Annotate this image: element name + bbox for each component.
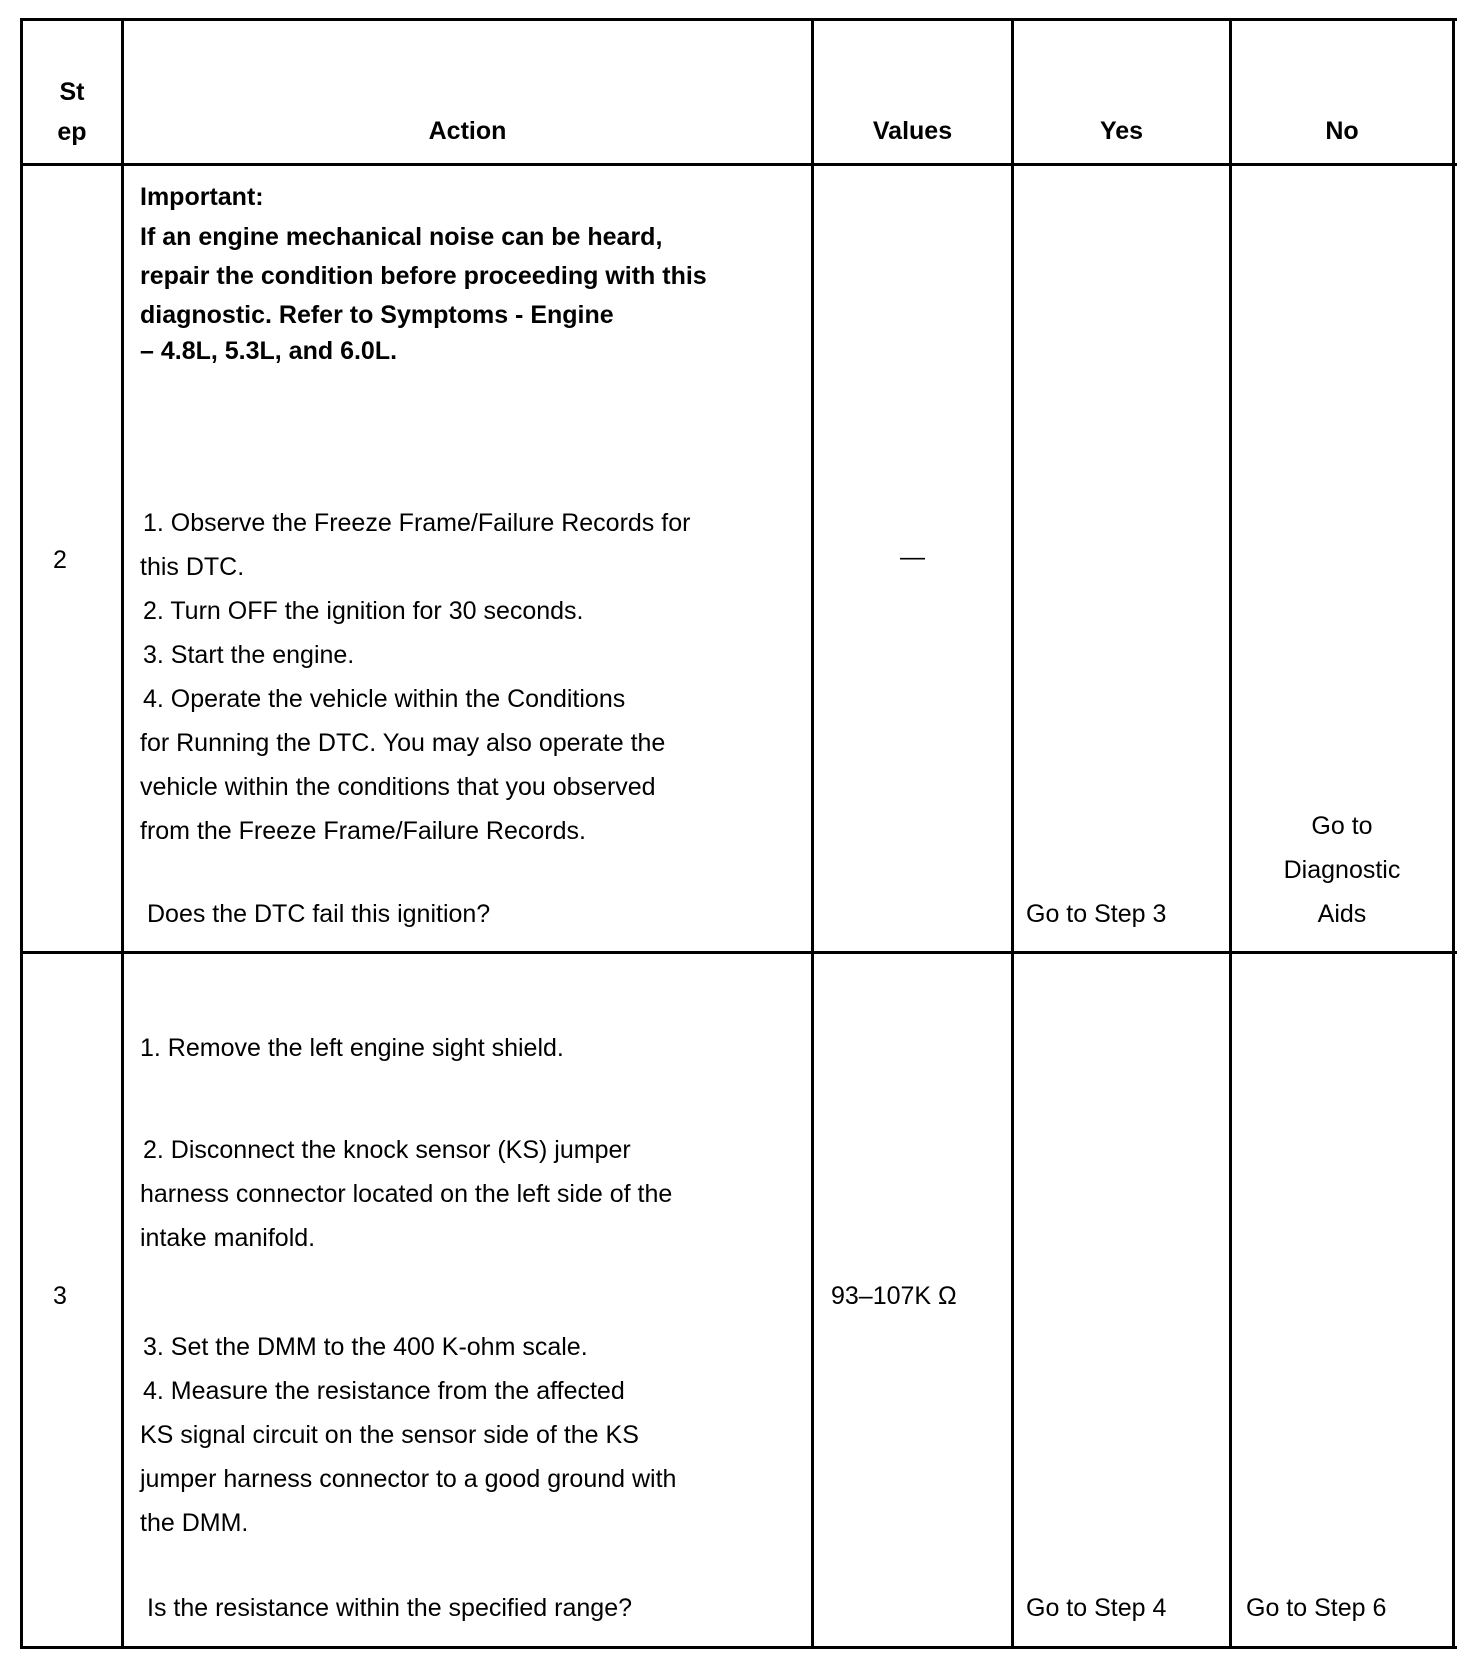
action-line: 2. Disconnect the knock sensor (KS) jumper <box>143 1136 631 1164</box>
yes-cell: Go to Step 3 <box>1026 900 1167 928</box>
header-action: Action <box>428 117 507 145</box>
action-line: 3. Start the engine. <box>143 641 355 669</box>
important-line: – 4.8L, 5.3L, and 6.0L. <box>140 337 398 365</box>
yes-cell: Go to Step 4 <box>1026 1594 1167 1622</box>
divider-action-values <box>811 18 814 1649</box>
border-left <box>20 18 23 1649</box>
important-line: repair the condition before proceeding with this <box>140 262 707 290</box>
action-line: harness connector located on the left side of the <box>140 1180 673 1208</box>
action-line: 1. Remove the left engine sight shield. <box>140 1034 564 1062</box>
values-cell: 93–107K Ω <box>831 1282 957 1310</box>
action-line: intake manifold. <box>140 1224 316 1252</box>
question: Is the resistance within the specified range? <box>147 1594 632 1622</box>
divider-values-yes <box>1011 18 1014 1649</box>
header-step-line2: ep <box>57 118 87 146</box>
action-line: 4. Measure the resistance from the affected <box>143 1377 625 1405</box>
action-line: from the Freeze Frame/Failure Records. <box>140 817 586 845</box>
action-line: jumper harness connector to a good ground with <box>140 1465 677 1493</box>
no-cell: Go to Step 6 <box>1246 1594 1387 1622</box>
action-line: 3. Set the DMM to the 400 K-ohm scale. <box>143 1333 588 1361</box>
no-cell-line: Aids <box>1317 900 1367 928</box>
action-line: 4. Operate the vehicle within the Conditions <box>143 685 626 713</box>
action-line: 1. Observe the Freeze Frame/Failure Records for <box>143 509 691 537</box>
header-no: No <box>1325 117 1359 145</box>
header-values: Values <box>872 117 953 145</box>
important-line: If an engine mechanical noise can be heard, <box>140 223 663 251</box>
border-right <box>1452 18 1455 1649</box>
border-bottom <box>20 1646 1457 1649</box>
border-row2-bottom <box>20 951 1457 954</box>
important-label: Important: <box>140 183 264 211</box>
action-line: 2. Turn OFF the ignition for 30 seconds. <box>143 597 584 625</box>
action-line: vehicle within the conditions that you observed <box>140 773 656 801</box>
border-top <box>20 18 1457 21</box>
question: Does the DTC fail this ignition? <box>147 900 491 928</box>
divider-step-action <box>121 18 124 1649</box>
action-line: this DTC. <box>140 553 245 581</box>
action-line: for Running the DTC. You may also operate the <box>140 729 666 757</box>
border-header-bottom <box>20 163 1457 166</box>
no-cell-line: Diagnostic <box>1283 856 1401 884</box>
header-yes: Yes <box>1099 117 1144 145</box>
values-cell: — <box>900 543 925 571</box>
action-line: the DMM. <box>140 1509 249 1537</box>
no-cell-line: Go to <box>1311 812 1373 840</box>
header-step-line1: St <box>59 78 85 106</box>
step-number: 3 <box>53 1282 67 1310</box>
action-line: KS signal circuit on the sensor side of the KS <box>140 1421 639 1449</box>
important-line: diagnostic. Refer to Symptoms - Engine <box>140 301 614 329</box>
step-number: 2 <box>53 546 67 574</box>
